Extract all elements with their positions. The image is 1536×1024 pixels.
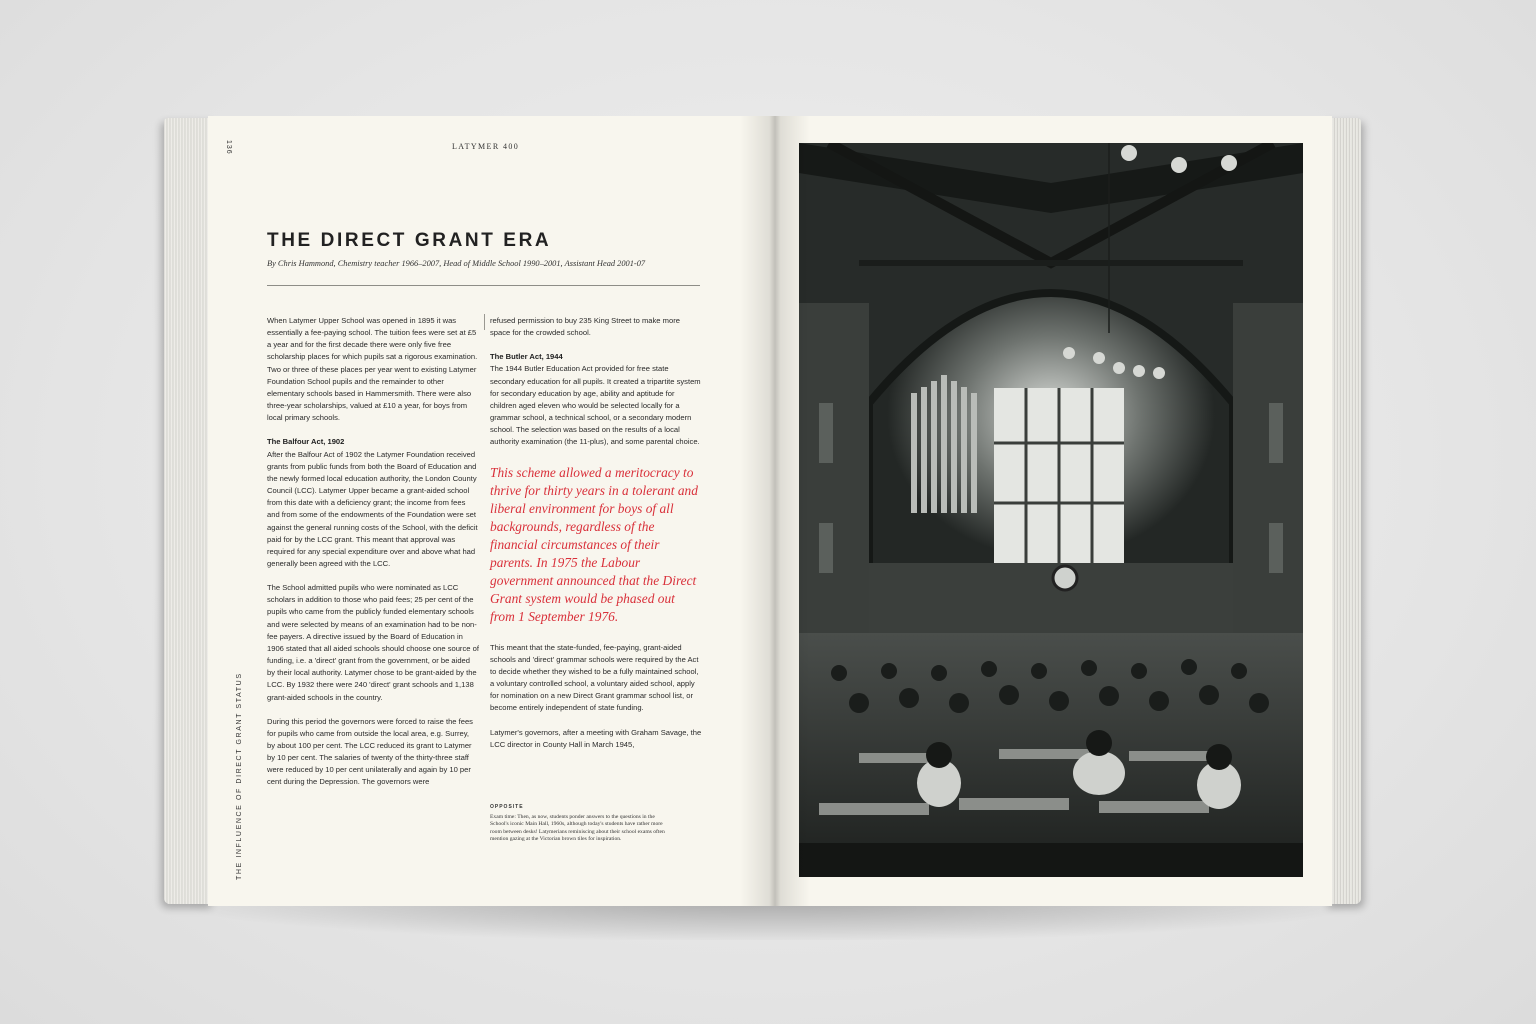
pull-quote: This scheme allowed a meritocracy to thrive for thirty years in a tolerant and liberal environment for boys of all backgrounds, regardless of the financial circumstances of their parents. In 1975 the Labour government announced that the Direct Grant system would be phased out from 1 September 1976. bbox=[490, 464, 698, 624]
subheading-balfour-act: The Balfour Act, 1902 bbox=[267, 437, 345, 447]
title-rule bbox=[267, 285, 700, 286]
exam-hall-illustration bbox=[799, 143, 1303, 877]
text-column-2 bbox=[490, 315, 702, 751]
paragraph: Latymer's governors, after a meeting with Graham Savage, the LCC director in County Hall in March 1945, bbox=[490, 727, 702, 749]
page-number: 136 bbox=[225, 140, 232, 155]
paragraph: This meant that the state-funded, fee-paying, grant-aided schools and 'direct' grammar schools were required by the Act to decide whether they wished to be a fully maintained school, a voluntary controlled school, a voluntary aided school, apply for nomination on a new Direct Grant grammar school list, or become entirely independent of state funding. bbox=[490, 642, 699, 713]
exam-hall-photo bbox=[799, 143, 1303, 877]
text-column-1 bbox=[267, 315, 479, 789]
section-side-label: THE INFLUENCE OF DIRECT GRANT STATUS bbox=[236, 672, 243, 880]
article-title: THE DIRECT GRANT ERA bbox=[267, 230, 552, 251]
caption-label: OPPOSITE bbox=[490, 804, 524, 810]
photo-caption bbox=[490, 804, 665, 844]
subheading-butler-act: The Butler Act, 1944 bbox=[490, 352, 563, 362]
paragraph: refused permission to buy 235 King Street to make more space for the crowded school. bbox=[490, 316, 680, 338]
caption-text: Exam time: Then, as now, students ponder answers to the questions in the School's iconic Main Hall, 1960s, although today's students have rather more room between desks! Latymerians reminiscing about their school exams often mention gazing at the Victorian brown tiles for inspiration. bbox=[490, 813, 665, 843]
running-head: LATYMER 400 bbox=[452, 142, 520, 151]
paragraph: The School admitted pupils who were nominated as LCC scholars in addition to those who paid fees; 25 per cent of the pupils who came from the publicly funded elementary schools and were selected by means of an examination had to be non-fee payers. A directive issued by the Board of Education in 1906 stated that all aided schools should choose one source of funding, i.e. a 'direct' grant from the government, or be aided by their local authority. Latymer chose to be grant-aided by the LCC. By 1932 there were 240 'direct' grant schools and 1,138 grant-aided schools in the country. bbox=[267, 583, 479, 702]
article-byline: By Chris Hammond, Chemistry teacher 1966–2007, Head of Middle School 1990–2001, Assistant Head 2001-07 bbox=[267, 259, 646, 268]
paragraph: After the Balfour Act of 1902 the Latymer Foundation received grants from public funds from both the Board of Education and the newly formed local education authority, the London County Council (LCC). Latymer Upper became a grant-aided school from this date with a deficiency grant; the income from fees and from some of the endowments of the Foundation were set against the general running costs of the School, with the deficit paid for by the LCC grant. This meant that approval was required for any special expenditure over and above what had generally been agreed with the LCC. bbox=[267, 449, 478, 568]
paragraph: When Latymer Upper School was opened in 1895 it was essentially a fee-paying school. The tuition fees were set at £5 a year and for the first decade there were only five free scholarship places for which pupils sat a rigorous examination. Two or three of these places per year went to existing Latymer Foundation School pupils and the remainder to other elementary schools based in Hammersmith. There were also three-year scholarships, valued at £10 a year, for boys from local primary schools. bbox=[267, 316, 478, 423]
page-edges-left bbox=[164, 118, 214, 904]
column-rule bbox=[484, 314, 485, 330]
paragraph: During this period the governors were forced to raise the fees for pupils who came from outside the local area, e.g. Surrey, by about 100 per cent. The LCC reduced its grant to Latymer by 10 per cent. The salaries of twenty of the thirty-three staff were reduced by 10 per cent unilaterally and again by 10 per cent during the Depression. The governors were bbox=[267, 716, 473, 787]
paragraph: The 1944 Butler Education Act provided for free state secondary education for all pupils. It created a tripartite system for secondary education by age, ability and aptitude for children aged eleven who would be selected locally for a grammar school, a technical school, or a secondary modern school. The selection was based on the results of a local authority examination (the 11-plus), and some parental choice. bbox=[490, 364, 701, 447]
